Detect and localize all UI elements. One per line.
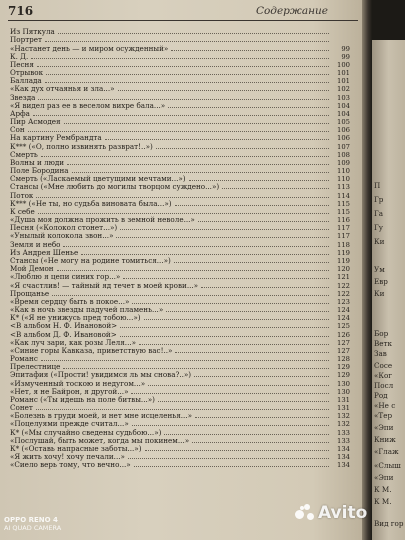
dot-leader (128, 458, 329, 459)
avito-logo-icon (295, 504, 315, 522)
toc-entry-page: 133 (337, 428, 350, 437)
toc-entry-page: 121 (337, 273, 350, 282)
dot-leader (174, 262, 329, 263)
toc-entry-title: «Болезнь в груди моей, и нет мне исцеленья...» (10, 412, 192, 421)
toc-entry-page: 113 (337, 183, 350, 192)
right-page-fragment: Сосе (374, 361, 393, 370)
dot-leader (120, 229, 329, 230)
running-title: Содержание (255, 5, 328, 17)
book-gutter (362, 0, 372, 540)
dot-leader (132, 303, 329, 304)
toc-entry-page: 117 (337, 224, 350, 233)
dot-leader (164, 434, 329, 435)
right-page-fragment: Посл (374, 381, 394, 390)
dot-leader (63, 368, 329, 369)
dot-leader (58, 33, 329, 34)
toc-entry-page: 115 (337, 207, 350, 216)
toc-entry-page: 122 (337, 289, 350, 298)
toc-entry-title: Арфа (10, 109, 30, 118)
toc-entry-title: Смерть («Ласкаемый цветущими мечтами...») (10, 175, 186, 184)
dot-leader (175, 205, 329, 206)
dot-leader (52, 295, 329, 296)
avito-watermark (295, 503, 367, 523)
toc-entry-title: «Сиело верь тому, что вечно...» (10, 461, 131, 470)
toc-entry-page: 119 (337, 248, 350, 257)
right-page-fragment: Книж (374, 435, 396, 444)
toc-entry (10, 142, 350, 150)
dot-leader (156, 148, 329, 149)
toc-entry-page: 109 (337, 158, 350, 167)
toc-entry-title: Портрет (10, 36, 43, 45)
book-page-right (372, 40, 405, 540)
toc-entry-page: 132 (337, 420, 350, 429)
toc-entry-page: 110 (337, 167, 350, 176)
toc-entry (10, 298, 350, 306)
toc-entry-title: Звезда (10, 93, 36, 102)
dot-leader (45, 82, 329, 83)
toc-entry-page: 101 (337, 69, 350, 78)
dot-leader (194, 376, 329, 377)
toc-entry-title: Отрывок (10, 69, 44, 78)
dot-leader (189, 180, 329, 181)
right-page-fragment: Род (374, 391, 388, 400)
camera-model: OPPO RENO 4 (4, 516, 58, 524)
dot-leader (195, 417, 329, 418)
right-page-fragment: Ки (374, 289, 385, 298)
toc-entry (10, 420, 350, 428)
toc-entry-title: <В альбом Н. Ф. Ивановой> (10, 322, 118, 331)
toc-entry (10, 314, 350, 322)
toc-entry-title: Поток (10, 191, 34, 200)
toc-entry-page: 123 (337, 297, 350, 306)
dot-leader (131, 393, 329, 394)
toc-entry-title: «Как дух отчаянья и зла...» (10, 85, 115, 94)
dot-leader (38, 213, 329, 214)
dot-leader (145, 450, 329, 451)
toc-entry-title: Поле Бородина (10, 167, 69, 176)
right-page-fragment: «Ког (374, 371, 393, 380)
toc-entry-page: 134 (337, 453, 350, 462)
dot-leader (116, 237, 329, 238)
toc-entry-title: «Настанет день — и миром осужденный» (10, 44, 169, 53)
dot-leader (175, 352, 329, 353)
right-page-fragment: «Глаж (374, 447, 399, 456)
toc-entry (10, 347, 350, 355)
toc-entry (10, 183, 350, 191)
toc-entry (10, 61, 350, 69)
toc-entry (10, 175, 350, 183)
right-page-fragment: Ки (374, 237, 385, 246)
toc-entry-page: 125 (337, 322, 350, 331)
toc-entry (10, 306, 350, 314)
dot-leader (33, 115, 329, 116)
toc-entry-page: 115 (337, 199, 350, 208)
toc-entry (10, 428, 350, 436)
toc-entry-title: К*** («Не ты, но судьба виновата была...») (10, 199, 172, 208)
toc-entry (10, 371, 350, 379)
toc-entry-title: Эпитафия («Прости! увидимся ль мы снова?..») (10, 371, 192, 380)
toc-entry (10, 191, 350, 199)
right-page-fragment: Бор (374, 329, 389, 338)
dot-leader (148, 385, 329, 386)
toc-entry-page: 102 (337, 85, 350, 94)
dot-leader (198, 221, 329, 222)
toc-entry (10, 28, 350, 36)
toc-entry-page: 118 (337, 240, 350, 249)
toc-entry-page: 110 (337, 175, 350, 184)
toc-entry (10, 453, 350, 461)
toc-entry-title: Песня («Колокол стонет...») (10, 224, 118, 233)
dot-leader (171, 50, 329, 51)
toc-entry-title: «Поцелуями прежде считал...» (10, 420, 129, 429)
header-rule (8, 20, 358, 21)
page-number: 716 (8, 4, 34, 18)
toc-entry-title: Волны и люди (10, 158, 65, 167)
dot-leader (132, 425, 329, 426)
dot-leader (31, 58, 329, 59)
toc-entry-title: Романс (10, 355, 38, 364)
toc-entry (10, 200, 350, 208)
toc-entry-title: Из Пяткула (10, 28, 55, 37)
right-page-fragment: Гр (374, 195, 384, 204)
toc-entry-title: «Я счастлив! — тайный яд течет в моей крови...» (10, 281, 199, 290)
toc-entry-title: К* («Я не унижусь пред тобою...») (10, 314, 141, 323)
toc-entry-title: Мой Демон (10, 265, 54, 274)
toc-entry (10, 232, 350, 240)
toc-entry (10, 159, 350, 167)
dot-leader (63, 246, 329, 247)
toc-entry-page: 105 (337, 118, 350, 127)
toc-entry-page: 107 (337, 142, 350, 151)
toc-entry-page: 134 (337, 461, 350, 470)
toc-entry (10, 118, 350, 126)
toc-entry-title: «Как в ночь звезды падучей пламень...» (10, 306, 164, 315)
right-page-fragment: Гу (374, 223, 383, 232)
right-page-fragment: «Эпи (374, 423, 394, 432)
dot-leader (144, 319, 329, 320)
toc-entry (10, 85, 350, 93)
dot-leader (64, 123, 329, 124)
right-page-fragment: Га (374, 209, 384, 218)
toc-entry (10, 208, 350, 216)
toc-entry-title: «Я видел раз ее в веселом вихре бала...» (10, 101, 166, 110)
toc-entry-title: «Синие горы Кавказа, приветствую вас!..» (10, 346, 173, 355)
dot-leader (158, 401, 329, 402)
toc-entry-page: 131 (337, 404, 350, 413)
dot-leader (192, 442, 329, 443)
toc-entry-page: 133 (337, 436, 350, 445)
dot-leader (168, 107, 329, 108)
toc-entry-page: 114 (337, 191, 350, 200)
toc-entry (10, 461, 350, 469)
toc-entry-title: Сонет (10, 404, 33, 413)
toc-entry-page: 120 (337, 265, 350, 274)
dot-leader (41, 360, 329, 361)
toc-entry (10, 69, 350, 77)
toc-entry (10, 445, 350, 453)
toc-entry (10, 355, 350, 363)
toc-entry-page: 126 (337, 330, 350, 339)
right-page-fragment: Ум (374, 265, 385, 274)
right-page-fragment: К М. (374, 485, 392, 494)
toc-entry (10, 216, 350, 224)
toc-entry-page: 130 (337, 387, 350, 396)
dot-leader (72, 172, 329, 173)
toc-entry-page: 124 (337, 314, 350, 323)
toc-entry (10, 412, 350, 420)
toc-entry (10, 330, 350, 338)
toc-entry-page: 127 (337, 338, 350, 347)
toc-entry-page: 124 (337, 306, 350, 315)
right-page-fragment: Зав (374, 349, 387, 358)
toc-entry-page: 104 (337, 101, 350, 110)
toc-entry-title: «Нет, я не Байрон, я другой...» (10, 387, 129, 396)
toc-entry-title: Смерть (10, 150, 38, 159)
toc-entry-page: 127 (337, 346, 350, 355)
dot-leader (120, 327, 329, 328)
toc-entry (10, 93, 350, 101)
right-page-fragment: Ветк (374, 339, 393, 348)
toc-entry (10, 126, 350, 134)
toc-entry-page: 130 (337, 379, 350, 388)
dot-leader (123, 278, 329, 279)
dot-leader (118, 90, 329, 91)
right-page-fragment: «Слыш (374, 461, 401, 470)
dot-leader (166, 311, 329, 312)
toc-entry-title: «Как луч зари, как розы Леля...» (10, 338, 137, 347)
dot-leader (37, 66, 329, 67)
toc-entry (10, 290, 350, 298)
toc-entry-page: 128 (337, 355, 350, 364)
dot-leader (134, 466, 329, 467)
toc-entry-page: 117 (337, 232, 350, 241)
dot-leader (139, 344, 329, 345)
toc-entry (10, 77, 350, 85)
toc-entry-title: Прощанье (10, 289, 50, 298)
camera-tagline: AI QUAD CAMERA (4, 524, 62, 532)
toc-entry (10, 404, 350, 412)
toc-entry-page: 100 (337, 60, 350, 69)
table-of-contents (10, 28, 350, 469)
toc-entry-title: <В альбом Д. Ф. Ивановой> (10, 330, 117, 339)
toc-entry (10, 167, 350, 175)
avito-wordmark: Avito (318, 503, 368, 523)
toc-entry (10, 110, 350, 118)
dot-leader (45, 41, 329, 42)
toc-entry (10, 36, 350, 44)
toc-entry-title: К* («Оставь напрасные заботы...») (10, 444, 142, 453)
toc-entry-page: 116 (337, 216, 350, 225)
toc-entry-title: Баллада (10, 77, 42, 86)
toc-entry-title: Романс («Ты идешь на поле битвы...») (10, 395, 155, 404)
dot-leader (38, 99, 329, 100)
toc-entry-title: Песня (10, 60, 34, 69)
toc-entry (10, 102, 350, 110)
toc-entry-title: Сон (10, 126, 25, 135)
toc-entry (10, 273, 350, 281)
toc-entry-title: Из Андрея Шенье (10, 248, 79, 257)
toc-entry-page: 99 (341, 52, 350, 61)
toc-entry-title: На картину Рембрандта (10, 134, 102, 143)
toc-entry (10, 396, 350, 404)
dot-leader (105, 139, 329, 140)
page-header (8, 2, 358, 24)
toc-entry-page: 132 (337, 412, 350, 421)
right-page-fragment: Вид гор (374, 519, 404, 528)
toc-entry-page: 122 (337, 281, 350, 290)
toc-entry (10, 379, 350, 387)
dot-leader (222, 188, 329, 189)
toc-entry-title: К. Д. (10, 52, 29, 61)
toc-entry (10, 339, 350, 347)
dot-leader (81, 254, 329, 255)
toc-entry-page: 108 (337, 150, 350, 159)
toc-entry (10, 265, 350, 273)
toc-entry (10, 224, 350, 232)
toc-entry-page: 106 (337, 134, 350, 143)
toc-entry-page: 101 (337, 77, 350, 86)
right-page-fragment: «Тер (374, 411, 393, 420)
dot-leader (28, 131, 329, 132)
toc-entry-title: Стансы («Не могу на родине томиться...») (10, 256, 171, 265)
toc-entry (10, 281, 350, 289)
right-page-fragment: Евр (374, 277, 388, 286)
toc-entry-title: К себе (10, 207, 35, 216)
toc-entry-title: «Измученный тоскою и недугом...» (10, 379, 146, 388)
toc-entry-title: Прелестнице (10, 363, 61, 372)
right-page-fragment: «Не с (374, 401, 396, 410)
right-page-fragment: «Эпи (374, 473, 394, 482)
dot-leader (36, 409, 329, 410)
dot-leader (67, 164, 329, 165)
dot-leader (46, 74, 329, 75)
toc-entry-page: 134 (337, 444, 350, 453)
toc-entry (10, 240, 350, 248)
toc-entry-title: Земля и небо (10, 240, 61, 249)
toc-entry (10, 134, 350, 142)
toc-entry-title: «Унылый колокола звон...» (10, 232, 114, 241)
toc-entry-page: 106 (337, 126, 350, 135)
toc-entry-page: 129 (337, 363, 350, 372)
toc-entry-title: Стансы («Мне любить до могилы творцом суждено...») (10, 183, 220, 192)
toc-entry (10, 44, 350, 52)
toc-entry-page: 129 (337, 371, 350, 380)
toc-entry-page: 104 (337, 109, 350, 118)
toc-entry (10, 53, 350, 61)
toc-entry-title: К*** («О, полно извинять разврат!..») (10, 142, 153, 151)
right-page-fragment: К М. (374, 497, 392, 506)
toc-entry (10, 257, 350, 265)
toc-entry (10, 363, 350, 371)
toc-entry-page: 119 (337, 256, 350, 265)
toc-entry-title: «Я жить хочу! хочу печали...» (10, 453, 125, 462)
dot-leader (120, 336, 329, 337)
toc-entry-title: «Послушай, быть может, когда мы покинем...» (10, 436, 190, 445)
toc-entry-page: 99 (341, 44, 350, 53)
dot-leader (201, 287, 329, 288)
toc-entry-title: «Люблю я цепи синих гор...» (10, 273, 121, 282)
dot-leader (41, 156, 329, 157)
toc-entry-page: 131 (337, 395, 350, 404)
toc-entry-title: «Время сердцу быть в покое...» (10, 297, 130, 306)
right-page-fragment: П (374, 181, 381, 190)
dot-leader (57, 270, 329, 271)
dot-leader (36, 197, 329, 198)
toc-entry-title: «Душа моя должна прожить в земной неволе...» (10, 216, 195, 225)
toc-entry-title: Пир Асмодея (10, 118, 61, 127)
toc-entry (10, 249, 350, 257)
toc-entry-page: 103 (337, 93, 350, 102)
camera-watermark (4, 516, 61, 532)
toc-entry (10, 322, 350, 330)
toc-entry (10, 437, 350, 445)
toc-entry (10, 388, 350, 396)
toc-entry (10, 151, 350, 159)
toc-entry-title: К* («Мы случайно сведены судьбою...») (10, 428, 162, 437)
